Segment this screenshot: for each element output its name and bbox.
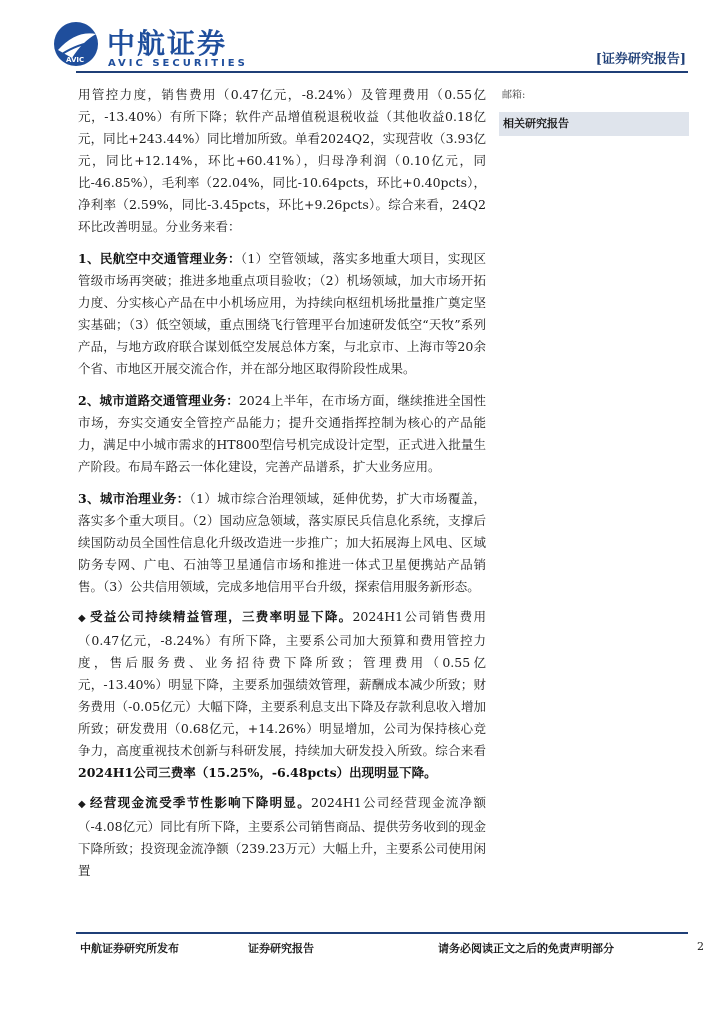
text-city-governance: （1）城市综合治理领域，延伸优势，扩大市场覆盖，落实多个重大项目。（2）国动应急领域，落实原民兵信息化系统，支撑后续国防动员全国性信息化升级改造进一步推广；加大拓展海上风电、区域防务专网、广电、石油等卫星通信市场和推进一体式卫星便携站产品销售。（3）公共信用领域，完成多地信用平台升级，探索信用服务新形态。 [78, 491, 486, 594]
diamond-bullet-icon: ◆ [78, 613, 88, 624]
footer-disclaimer-note: 请务必阅读正文之后的免责声明部分 [438, 942, 614, 955]
sidebar-email-label: 邮箱: [502, 90, 526, 101]
text-urban-traffic: 2024上半年，在市场方面，继续推进全国性市场，夯实交通安全管控产品能力；提升交通指挥控制为核心的产品能力，满足中小城市需求的HT800型信号机完成设计定型，正式进入批量生产阶段。布局车路云一体化建设，完善产品谱系，扩大业务应用。 [78, 393, 486, 474]
paragraph-intro: 用管控力度，销售费用（0.47亿元，-8.24%）及管理费用（0.55亿元，-13.40%）有所下降；软件产品增值税退税收益（其他收益0.18亿元，同比+243.44%）同比增加所致。单看2024Q2，实现营收（3.93亿元，同比+12.14%，环比+60.41%），归母净利润（0.10亿元，同比-46.85%），毛利率（22.04%，同比-10.64pcts，环比+0.40pcts），净利率（2.59%，同比-3.45pcts，环比+9.26pcts）。综合来看，24Q2环比改善明显。分业务来看： [78, 87, 486, 234]
page-number: 2 [697, 940, 704, 953]
text-civil-aviation: （1）空管领域，落实多地重大项目，实现区管级市场再突破；推进多地重点项目验收；（2）机场领域，加大市场开拓力度、分实核心产品在中小机场应用，为持续向枢纽机场批量推广奠定坚实基础；（3）低空领域，重点围绕飞行管理平台加速研发低空“天牧”系列产品，与地方政府联合谋划低空发展总体方案，与北京市、上海市等20余个省、市地区开展交流合作，并在部分地区取得阶段性成果。 [78, 251, 486, 376]
heading-urban-traffic: 2、城市道路交通管理业务： [78, 393, 239, 408]
paragraph-civil-aviation [78, 248, 486, 380]
logo-english-name: AVIC SECURITIES [108, 58, 248, 69]
paragraph-expense-rate [78, 606, 486, 784]
heading-city-governance: 3、城市治理业务： [78, 491, 190, 506]
avic-emblem-icon [52, 20, 100, 68]
footer-divider [76, 932, 688, 934]
heading-expense-rate: 受益公司持续精益管理，三费率明显下降。 [90, 609, 353, 624]
related-reports-header: 相关研究报告 [499, 112, 689, 136]
svg-text:AVIC: AVIC [66, 56, 85, 64]
main-content [78, 84, 486, 892]
paragraph-city-governance [78, 488, 486, 598]
report-type-tag: [证券研究报告] [595, 52, 686, 67]
footer-publisher: 中航证券研究所发布 [80, 942, 179, 955]
footer-report-type: 证券研究报告 [248, 942, 314, 955]
heading-cash-flow: 经营现金流受季节性影响下降明显。 [90, 795, 312, 810]
text-cash-flow: 2024H1公司经营现金流净额（-4.08亿元）同比有所下降，主要系公司销售商品、提供劳务收到的现金下降所致；投资现金流净额（239.23万元）大幅上升，主要系公司使用闲置 [78, 795, 486, 878]
sidebar [499, 84, 689, 136]
heading-civil-aviation: 1、民航空中交通管理业务： [78, 251, 241, 266]
company-logo [52, 20, 252, 70]
paragraph-cash-flow [78, 792, 486, 882]
paragraph-urban-traffic [78, 390, 486, 478]
text-expense-rate-conclusion: 2024H1公司三费率（15.25%，-6.48pcts）出现明显下降。 [78, 765, 437, 780]
logo-chinese-name: 中航证券 [107, 27, 228, 60]
diamond-bullet-icon: ◆ [78, 799, 88, 810]
text-expense-rate: 2024H1公司销售费用（0.47亿元，-8.24%）有所下降，主要系公司加大预算和费用管控力度，售后服务费、业务招待费下降所致；管理费用（0.55亿元，-13.40%）明显下降，主要系加强绩效管理，薪酬成本减少所致；财务费用（-0.05亿元）大幅下降，主要系利息支出下降及存款利息收入增加所致；研发费用（0.68亿元，+14.26%）明显增加，公司为保持核心竞争力，高度重视技术创新与科研发展，持续加大研发投入所致。综合来看 [78, 609, 486, 758]
header-divider [76, 71, 688, 73]
